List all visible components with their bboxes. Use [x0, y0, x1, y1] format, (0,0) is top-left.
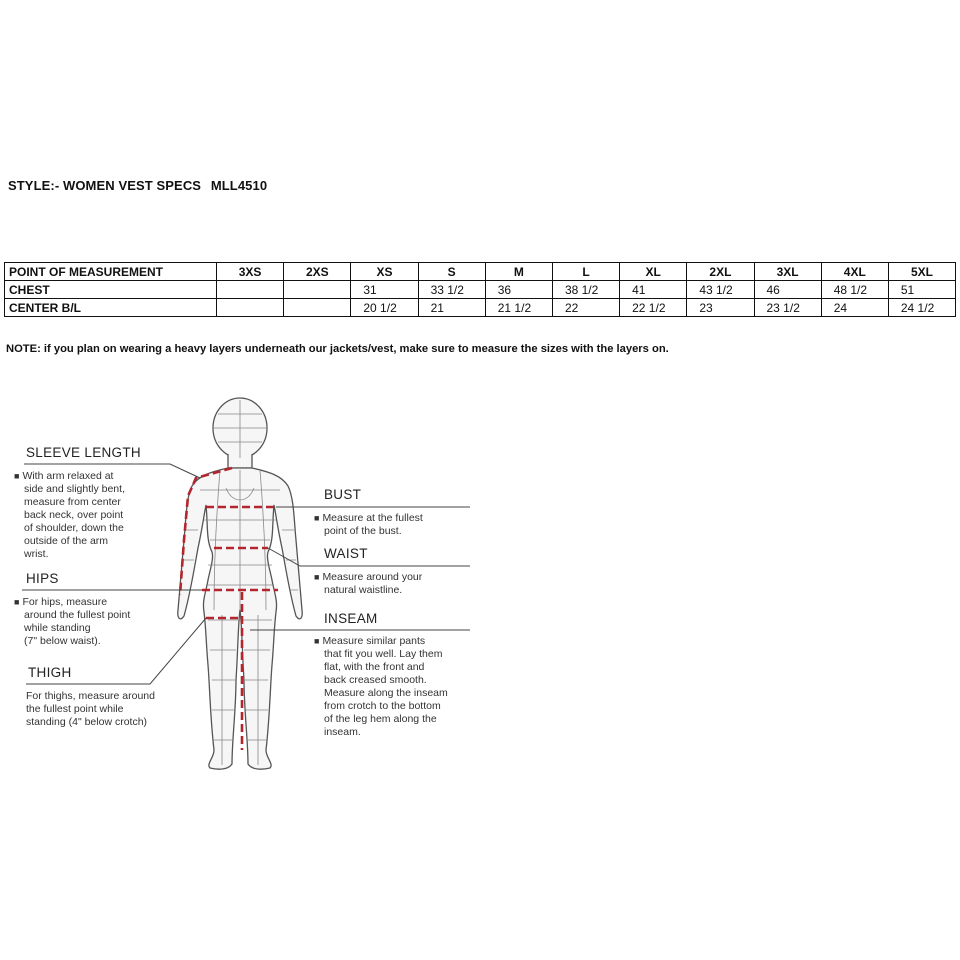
table-row: [5, 299, 956, 317]
table-cell: 43 1/2: [687, 281, 754, 299]
table-cell: 22: [552, 299, 619, 317]
table-header-row: [5, 263, 956, 281]
table-cell: 23 1/2: [754, 299, 821, 317]
layering-note: NOTE: if you plan on wearing a heavy layers underneath our jackets/vest, make sure to measure the sizes with the layers on.: [6, 343, 669, 355]
row-label: CENTER B/L: [5, 299, 217, 317]
size-spec-table: [4, 262, 956, 317]
style-heading: [8, 178, 267, 193]
column-header: XS: [351, 263, 418, 281]
sleeve-length-desc: ■ With arm relaxed at side and slightly bent, measure from center back neck, over point of shoulder, down the outside of the arm wrist.: [14, 470, 125, 560]
bullet-icon: ■: [14, 471, 20, 481]
table-row: [5, 281, 956, 299]
table-cell: 22 1/2: [620, 299, 687, 317]
table-cell: 20 1/2: [351, 299, 418, 317]
bullet-icon: ■: [314, 572, 320, 582]
bullet-icon: ■: [314, 636, 320, 646]
table-cell: 38 1/2: [552, 281, 619, 299]
bullet-icon: ■: [14, 597, 20, 607]
table-cell: 24: [821, 299, 888, 317]
column-header: 3XL: [754, 263, 821, 281]
bust-title: BUST: [324, 487, 362, 502]
column-header: POINT OF MEASUREMENT: [5, 263, 217, 281]
waist-title: WAIST: [324, 546, 368, 561]
body-mesh-lines: [182, 400, 298, 765]
column-header: 2XL: [687, 263, 754, 281]
column-header: S: [418, 263, 485, 281]
column-header: 2XS: [284, 263, 351, 281]
table-cell: 21 1/2: [485, 299, 552, 317]
style-code: MLL4510: [210, 178, 268, 193]
table-cell: 51: [888, 281, 955, 299]
inseam-title: INSEAM: [324, 611, 378, 626]
hips-title: HIPS: [26, 571, 59, 586]
table-cell: [284, 281, 351, 299]
table-cell: 33 1/2: [418, 281, 485, 299]
table-cell: 31: [351, 281, 418, 299]
table-cell: 36: [485, 281, 552, 299]
table-cell: [217, 299, 284, 317]
measurement-guide: [0, 380, 500, 780]
hips-desc: ■ For hips, measure around the fullest point while standing (7" below waist).: [14, 596, 131, 647]
table-cell: 48 1/2: [821, 281, 888, 299]
bust-desc: ■ Measure at the fullest point of the bust.: [314, 512, 423, 537]
table-cell: 23: [687, 299, 754, 317]
inseam-desc: ■ Measure similar pants that fit you well. Lay them flat, with the front and back creased smooth. Measure along the inseam from crotch to the bottom of the leg hem along the inseam.: [314, 635, 448, 738]
table-cell: [284, 299, 351, 317]
column-header: 5XL: [888, 263, 955, 281]
thigh-desc: For thighs, measure around the fullest point while standing (4" below crotch): [26, 690, 155, 728]
column-header: L: [552, 263, 619, 281]
table-cell: 41: [620, 281, 687, 299]
bullet-icon: ■: [314, 513, 320, 523]
table-cell: 46: [754, 281, 821, 299]
column-header: XL: [620, 263, 687, 281]
column-header: 3XS: [217, 263, 284, 281]
table-cell: 24 1/2: [888, 299, 955, 317]
table-cell: 21: [418, 299, 485, 317]
sleeve-length-title: SLEEVE LENGTH: [26, 445, 141, 460]
column-header: M: [485, 263, 552, 281]
row-label: CHEST: [5, 281, 217, 299]
waist-desc: ■ Measure around your natural waistline.: [314, 571, 423, 596]
table-cell: [217, 281, 284, 299]
thigh-title: THIGH: [28, 665, 72, 680]
column-header: 4XL: [821, 263, 888, 281]
style-label: STYLE:- WOMEN VEST SPECS: [8, 178, 202, 193]
